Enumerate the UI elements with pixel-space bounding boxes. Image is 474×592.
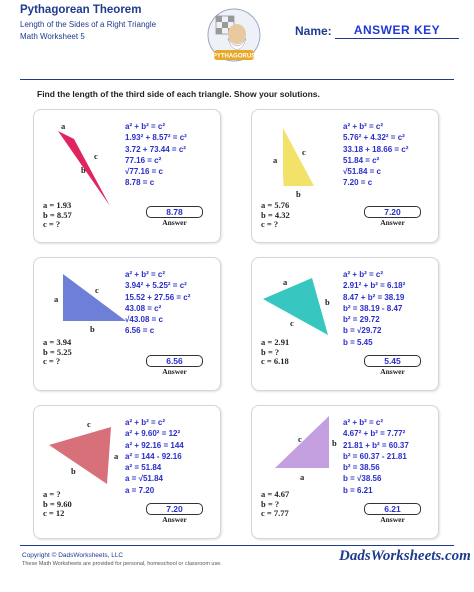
step-line: √43.08 = c [125,315,163,325]
given-values [261,201,290,230]
step-line: 3.72 + 73.44 = c² [125,144,186,154]
step-line: b = √29.72 [343,326,382,336]
triangle-shape [275,416,329,468]
copyright: Copyright © DadsWorksheets, LLC [22,552,124,559]
step-line: 51.84 = c² [343,155,380,165]
given-b: b = 8.57 [43,209,72,220]
problem-card-6 [251,405,439,539]
step-line: 6.56 = c [125,326,155,336]
solution-steps [125,417,184,496]
side-label-c: c [94,151,98,161]
triangle-shape [63,274,126,321]
answer-box[interactable]: 7.20 [364,206,421,218]
given-a: a = ? [43,489,61,499]
given-b: b = 5.25 [43,346,72,357]
solution-steps [125,269,190,337]
given-b: b = 4.32 [261,209,290,220]
side-label-a: a [61,121,66,131]
side-label-c: c [87,419,91,429]
header-divider [20,79,454,80]
solution-steps [343,269,405,348]
side-label-c: c [290,318,294,328]
pythagoras-logo [205,4,263,76]
step-line: b² = 60.37 - 21.81 [343,451,407,461]
side-label-b: b [71,466,76,476]
step-line: 5.76² + 4.32² = c² [343,133,405,143]
given-b: b = ? [261,498,280,509]
step-line: √77.16 = c [125,167,163,177]
given-values [43,490,72,519]
step-line: 15.52 + 27.56 = c² [125,292,191,302]
triangle-shape [49,427,111,484]
answer-label: Answer [380,515,405,524]
logo-text: PYTHAGORUS [212,53,256,60]
answer-box[interactable]: 8.78 [146,206,203,218]
side-label-c: c [298,434,302,444]
step-line: a² + b² = c² [343,270,384,279]
step-line: a² = 51.84 [125,463,162,473]
step-line: a² + b² = c² [343,418,384,427]
instructions: Find the length of the third side of each triangle. Show your solutions. [37,89,320,99]
step-line: 33.18 + 18.66 = c² [343,144,409,154]
step-line: b = 6.21 [343,485,373,495]
step-line: √51.84 = c [343,167,381,177]
step-line: b² = 38.56 [343,463,380,473]
given-a: a = 5.76 [261,200,290,210]
side-label-a: a [114,451,119,461]
given-c: c = ? [261,219,279,230]
given-b: b = ? [261,346,280,357]
given-a: a = 3.94 [43,337,72,347]
step-line: a² + 9.60² = 12² [125,429,181,439]
step-line: 3.94² + 5.25² = c² [125,281,187,291]
given-a: a = 2.91 [261,337,290,347]
side-label-c: c [302,147,306,157]
given-c: c = ? [43,219,61,230]
side-label-a: a [273,155,278,165]
step-line: b = 5.45 [343,337,373,347]
step-line: 1.93² + 8.57² = c² [125,133,187,143]
step-line: 8.78 = c [125,178,155,188]
side-label-a: a [300,472,305,482]
usage-note: These Math Worksheets are provided for personal, homeschool or classroom use. [22,561,222,567]
name-underline [335,38,459,39]
answer-label: Answer [162,218,187,227]
step-line: a² + 92.16 = 144 [125,440,184,450]
given-c: c = 7.77 [261,508,289,519]
answer-box[interactable]: 7.20 [146,503,203,515]
step-line: 7.20 = c [343,178,373,188]
step-line: a² + b² = c² [343,122,384,131]
problem-card-3 [33,257,221,391]
answer-box[interactable]: 5.45 [364,355,421,367]
step-line: a = 7.20 [125,485,155,495]
step-line: a² = 144 - 92.16 [125,451,182,461]
given-a: a = 4.67 [261,489,290,499]
problem-card-4 [251,257,439,391]
answer-label: Answer [380,367,405,376]
step-line: b = √38.56 [343,474,382,484]
step-line: 2.91² + b² = 6.18² [343,281,406,291]
side-label-a: a [54,294,59,304]
solution-steps [343,121,408,189]
triangle-shape [283,128,314,186]
answer-box[interactable]: 6.56 [146,355,203,367]
step-line: a² + b² = c² [125,418,166,427]
step-line: b² = 38.19 - 8.47 [343,303,403,313]
given-c: c = ? [43,356,61,367]
side-label-b: b [90,324,95,334]
side-label-a: a [283,277,288,287]
side-label-c: c [95,285,99,295]
step-line: 21.81 + b² = 60.37 [343,440,409,450]
step-line: a² + b² = c² [125,270,166,279]
step-line: 43.08 = c² [125,303,162,313]
problem-card-1 [33,109,221,243]
step-line: a = √51.84 [125,474,163,484]
step-line: 4.67² + b² = 7.77² [343,429,406,439]
side-label-b: b [81,165,86,175]
worksheet-number: Math Worksheet 5 [20,32,85,41]
worksheet-subtitle: Length of the Sides of a Right Triangle [20,20,157,29]
footer-divider [20,545,454,546]
side-label-b: b [332,438,337,448]
step-line: 77.16 = c² [125,155,162,165]
given-values [43,201,72,230]
solution-steps [125,121,187,189]
step-line: a² + b² = c² [125,122,166,131]
footer-logo[interactable]: DadsWorksheets.com [339,548,471,564]
given-c: c = 12 [43,508,65,519]
side-label-b: b [325,297,330,307]
given-a: a = 1.93 [43,200,72,210]
problem-card-5 [33,405,221,539]
given-values [261,490,289,519]
name-label: Name: [295,24,332,38]
answer-label: Answer [380,218,405,227]
given-values [261,338,289,367]
triangle-shape [263,278,328,335]
answer-box[interactable]: 6.21 [364,503,421,515]
side-label-b: b [296,189,301,199]
solution-steps [343,417,409,496]
step-line: 8.47 + b² = 38.19 [343,292,405,302]
answer-label: Answer [162,515,187,524]
answer-label: Answer [162,367,187,376]
problem-card-2 [251,109,439,243]
right-angle-marker [277,180,283,186]
name-field[interactable]: ANSWER KEY [353,23,441,37]
step-line: b² = 29.72 [343,315,380,325]
worksheet-title: Pythagorean Theorem [20,4,142,16]
given-values [43,338,72,367]
given-b: b = 9.60 [43,498,72,509]
given-c: c = 6.18 [261,356,289,367]
